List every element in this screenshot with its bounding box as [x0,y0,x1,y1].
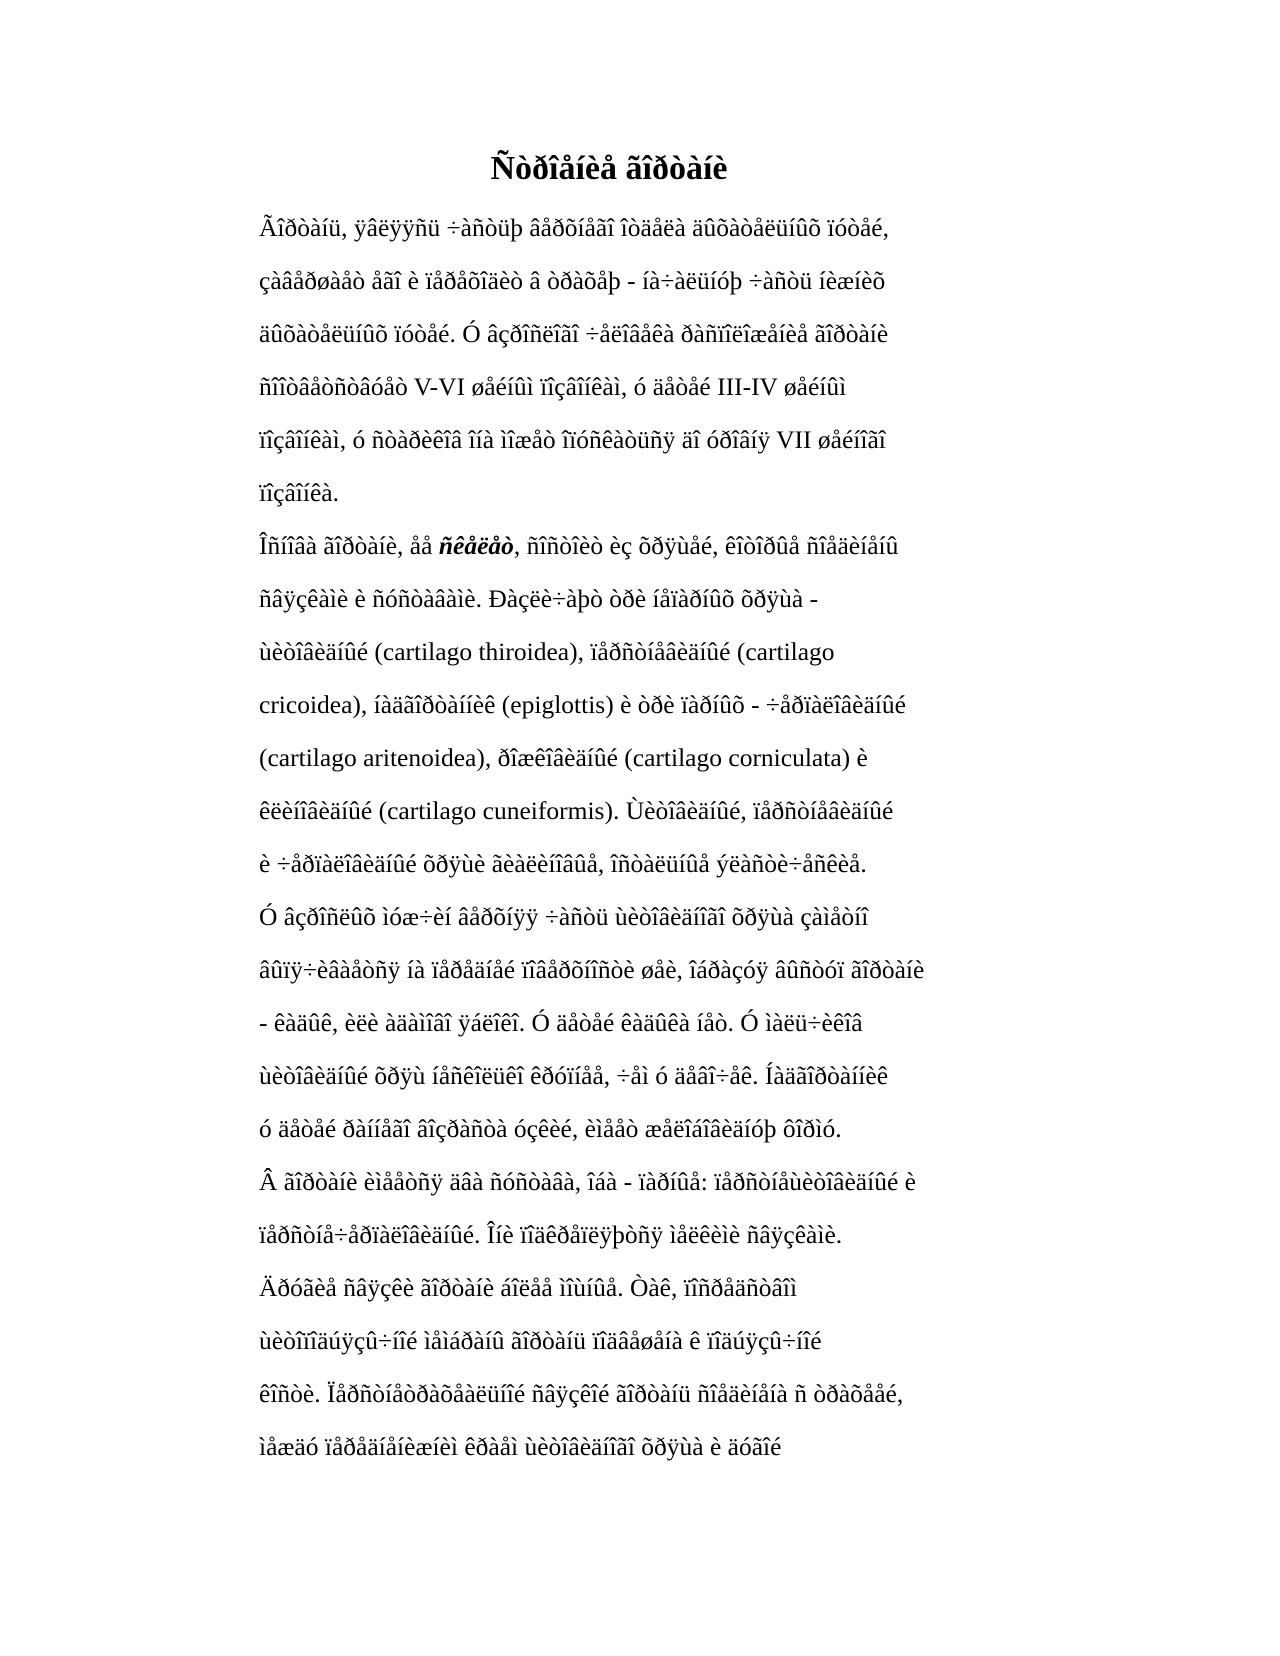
text-line: ùèòîâèäíûé (cartilago thiroidea), ïåðñòíåâèäíûé (cartilago [259,637,835,666]
text-line: ñâÿçêàìè è ñóñòàâàìè. Ðàçëè÷àþò òðè íåïàðíûõ õðÿùà - [259,584,819,613]
emphasized-term: ñêåëåò [438,531,514,560]
text-run: , ñîñòîèò èç õðÿùåé, êîòîðûå ñîåäèíåíû [513,531,899,560]
text-line: - êàäûê, èëè àäàìîâî ÿáëîêî. Ó äåòåé êàäûêà íåò. Ó ìàëü÷èêîâ [259,1008,863,1037]
text-line: ïîçâîíêàì, ó ñòàðèêîâ îíà ìîæåò îïóñêàòüñÿ äî óðîâíÿ VII øåéíîãî [259,425,886,454]
text-line: ìåæäó ïåðåäíåíèæíèì êðàåì ùèòîâèäíîãî õðÿùà è äóãîé [259,1432,782,1461]
text-line: è ÷åðïàëîâèäíûé õðÿùè ãèàëèíîâûå, îñòàëüíûå ýëàñòè÷åñêèå. [259,849,867,878]
text-line: cricoidea), íàäãîðòàííèê (epiglottis) è òðè ïàðíûõ - ÷åðïàëîâèäíûé [259,690,906,719]
text-line: Ãîðòàíü, ÿâëÿÿñü ÷àñòüþ âåðõíåãî îòäåëà äûõàòåëüíûõ ïóòåé, [259,213,889,242]
text-line: ó äåòåé ðàííåãî âîçðàñòà óçêèé, èìååò æåëîáîâèäíóþ ôîðìó. [259,1114,842,1143]
text-line: Â ãîðòàíè èìååòñÿ äâà ñóñòàâà, îáà - ïàðíûå: ïåðñòíåùèòîâèäíûé è [259,1167,916,1196]
document-title: Ñòðîåíèå ãîðòàíè [490,150,728,187]
text-line: Ó âçðîñëûõ ìóæ÷èí âåðõíÿÿ ÷àñòü ùèòîâèäíîãî õðÿùà çàìåòíî [259,902,869,931]
text-line: âûïÿ÷èâàåòñÿ íà ïåðåäíåé ïîâåðõíîñòè øåè, îáðàçóÿ âûñòóï ãîðòàíè [259,955,925,984]
text-line: (cartilago aritenoidea), ðîæêîâèäíûé (cartilago corniculata) è [259,743,868,772]
text-run: Îñíîâà ãîðòàíè, åå [259,531,439,560]
text-line [259,519,979,572]
text-line: êîñòè. Ïåðñòíåòðàõåàëüíîé ñâÿçêîé ãîðòàíü ñîåäèíåíà ñ òðàõååé, [259,1379,904,1408]
text-line: ñîîòâåòñòâóåò V-VI øåéíûì ïîçâîíêàì, ó äåòåé III-IV øåéíûì [259,372,847,401]
text-line: çàâåðøàåò åãî è ïåðåõîäèò â òðàõåþ - íà÷àëüíóþ ÷àñòü íèæíèõ [259,266,886,295]
text-line: äûõàòåëüíûõ ïóòåé. Ó âçðîñëîãî ÷åëîâåêà ðàñïîëîæåíèå ãîðòàíè [259,319,889,348]
document-body [259,201,979,1473]
text-line: ùèòîâèäíûé õðÿù íåñêîëüêî êðóïíåå, ÷åì ó äåâî÷åê. Íàäãîðòàííèê [259,1061,889,1090]
text-line: Äðóãèå ñâÿçêè ãîðòàíè áîëåå ìîùíûå. Òàê, ïîñðåäñòâîì [259,1273,798,1302]
text-line: ïåðñòíå÷åðïàëîâèäíûé. Îíè ïîäêðåïëÿþòñÿ ìåëêèìè ñâÿçêàìè. [259,1220,843,1249]
text-line: ïîçâîíêà. [259,478,339,507]
text-line: ùèòîïîäúÿçû÷íîé ìåìáðàíû ãîðòàíü ïîäâåøåíà ê ïîäúÿçû÷íîé [259,1326,822,1355]
text-line: êëèíîâèäíûé (cartilago cuneiformis). Ùèòîâèäíûé, ïåðñòíåâèäíûé [259,796,894,825]
